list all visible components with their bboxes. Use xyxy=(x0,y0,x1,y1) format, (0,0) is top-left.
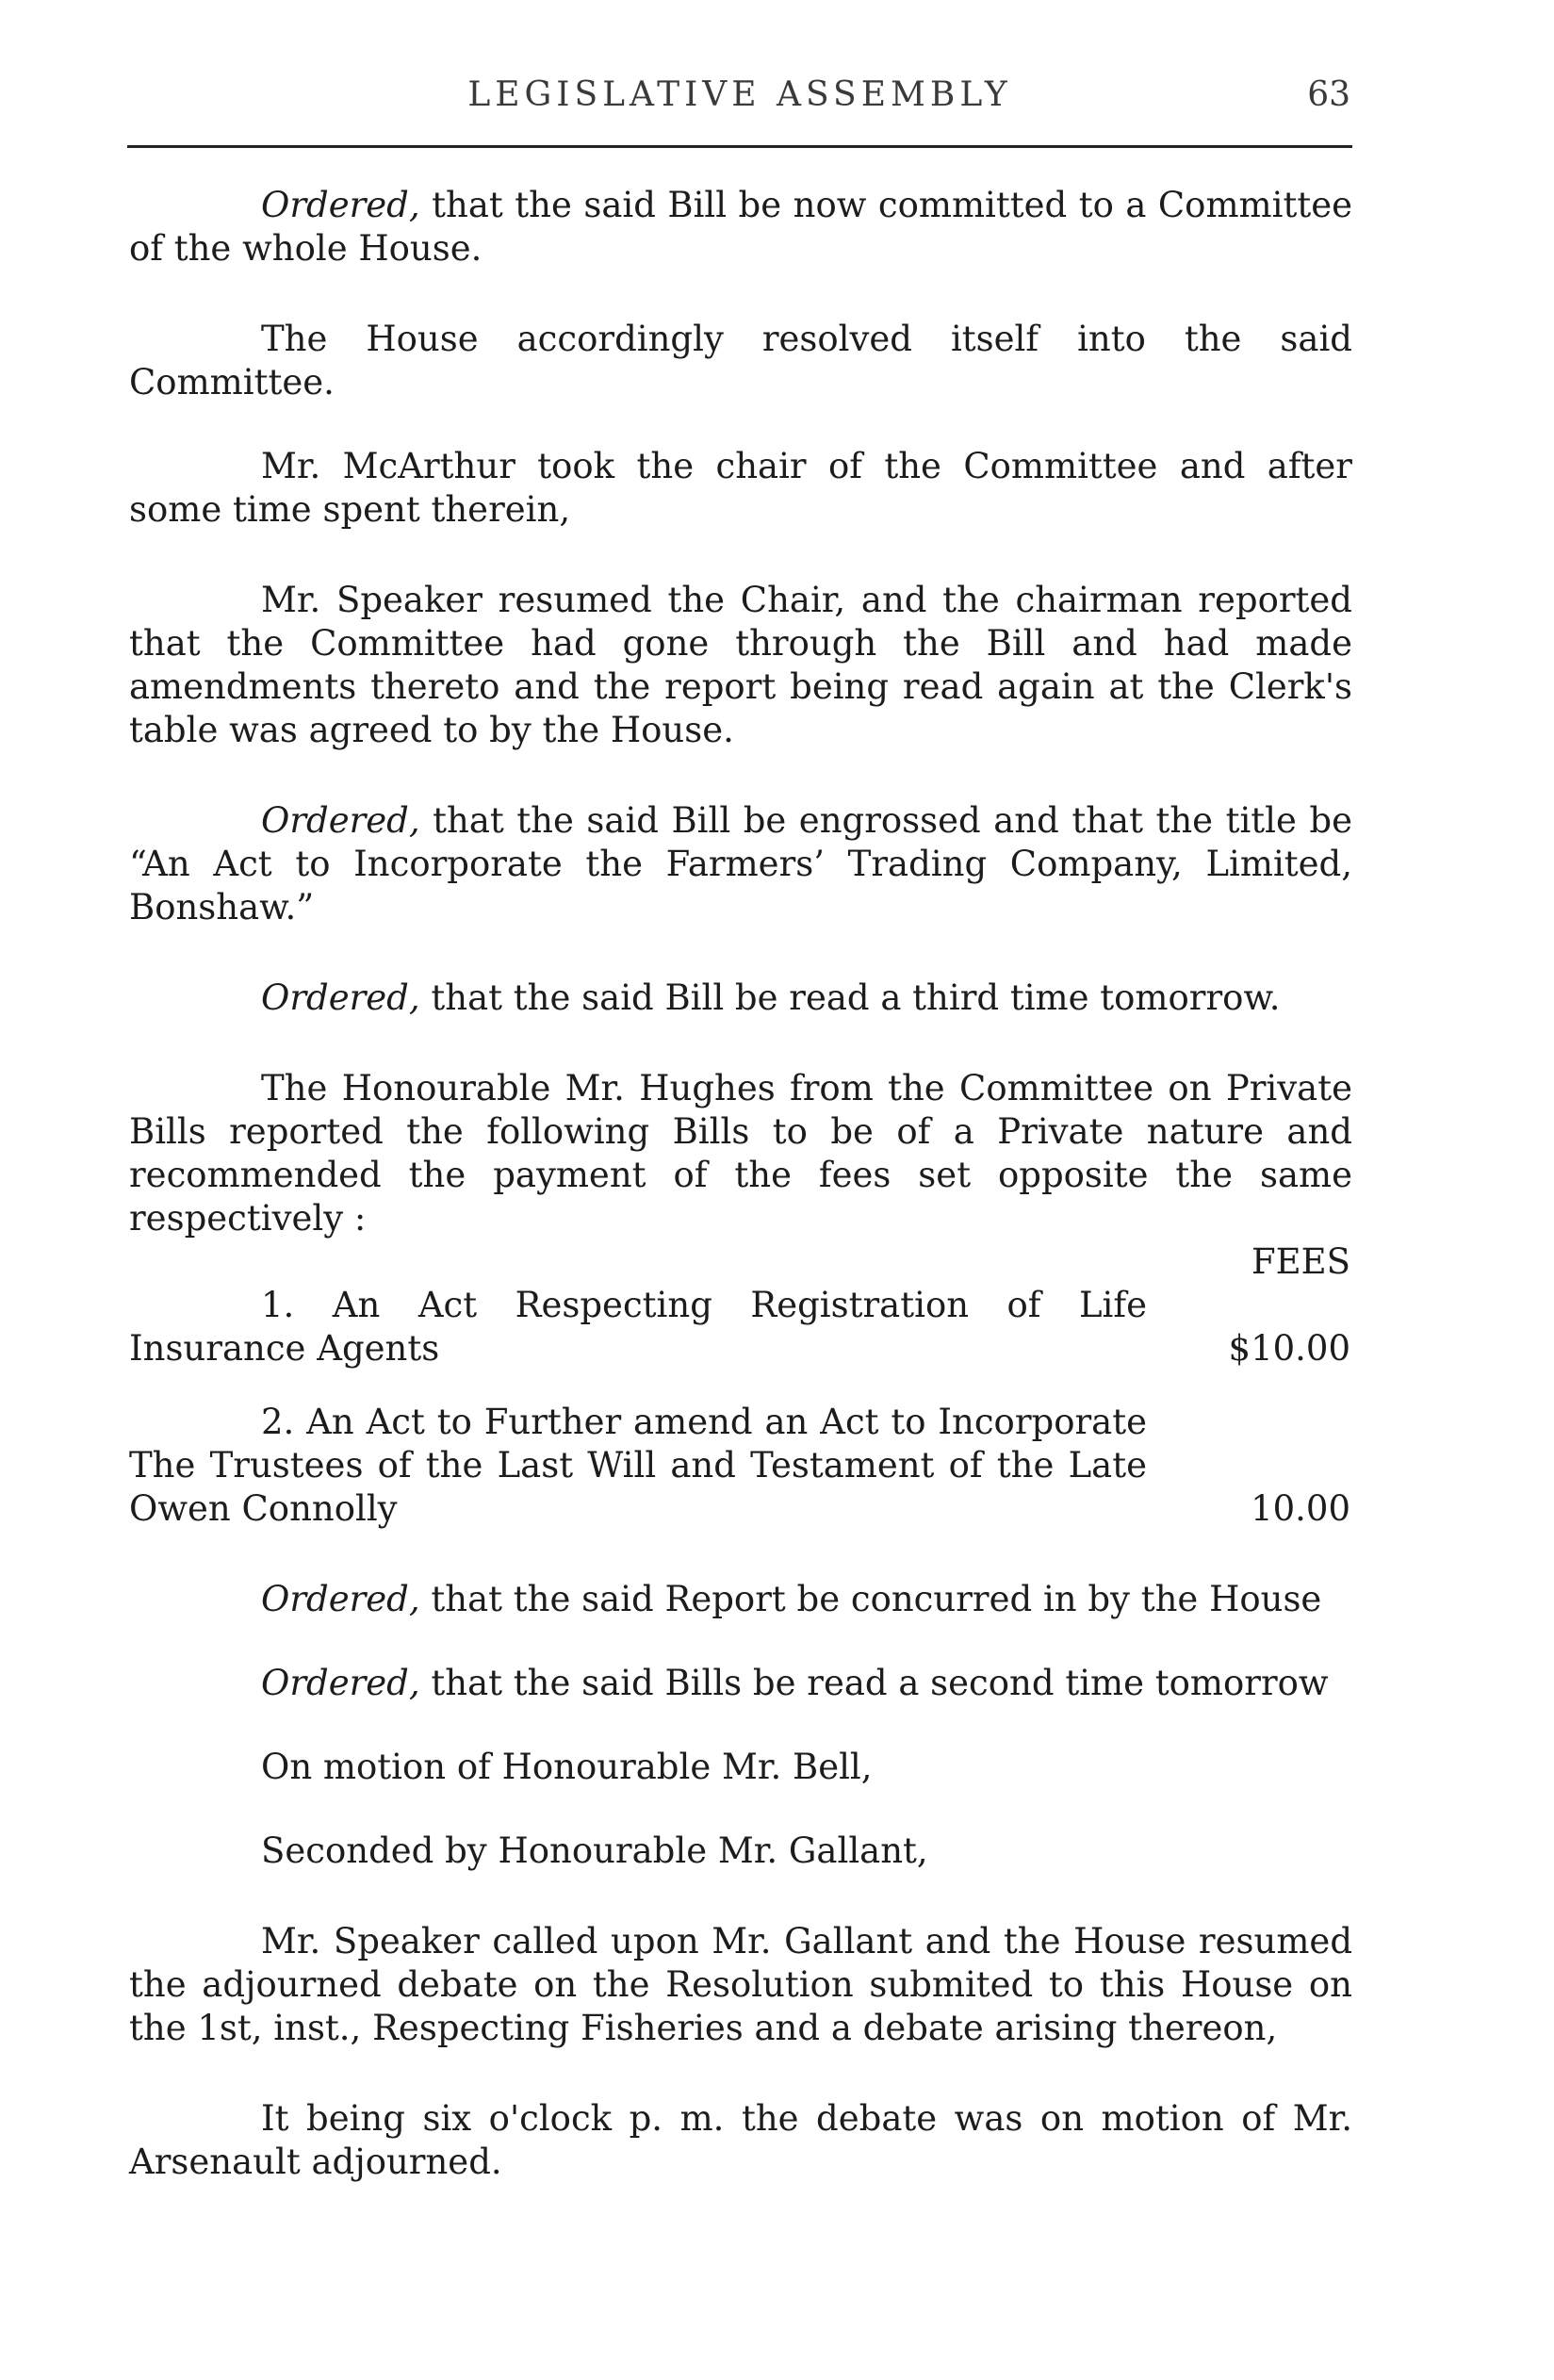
bill-fee: $10.00 xyxy=(1228,1328,1350,1369)
paragraph-hughes-report: The Honourable Mr. Hughes from the Committee on Private Bills reported the following Bills to be of a Private nature and recommended the payment of the fees set opposite the same respectively : xyxy=(129,1068,1352,1239)
paragraph-seconded-gallant: Seconded by Honourable Mr. Gallant, xyxy=(261,1830,928,1871)
paragraph-text: that the said Report be concurred in by the House xyxy=(419,1579,1322,1619)
paragraph-adjourned: It being six o'clock p. m. the debate was on motion of Mr. Arsenault adjourned. xyxy=(129,2098,1352,2182)
ordered-label: Ordered, xyxy=(261,800,420,841)
paragraph-text: that the said Bill be read a third time tomorrow. xyxy=(419,977,1281,1018)
paragraph-text: that the said Bill be now committed to a Committee of the whole House. xyxy=(129,185,1352,269)
paragraph-ordered-engrossed xyxy=(129,799,1352,929)
paragraph-ordered-committed xyxy=(129,184,1352,271)
bill-fee: 10.00 xyxy=(1251,1488,1350,1529)
paragraph-motion-bell: On motion of Honourable Mr. Bell, xyxy=(261,1747,873,1787)
page-header xyxy=(127,66,1352,141)
bill-title: 2. An Act to Further amend an Act to Incorporate The Trustees of the Last Will and Testament of the Late Owen Connolly xyxy=(129,1402,1147,1529)
paragraph-speaker-resumed: Mr. Speaker resumed the Chair, and the chairman reported that the Committee had gone through the Bill and had made amendments thereto and the report being read again at the Clerk's table was agreed to by the House. xyxy=(129,580,1352,750)
bill-title: 1. An Act Respecting Registration of Life Insurance Agents xyxy=(129,1285,1147,1369)
page-body xyxy=(129,184,1352,2184)
page-number: 63 xyxy=(1307,75,1350,114)
paragraph-house-resolved: The House accordingly resolved itself into the said Committee. xyxy=(129,319,1352,402)
paragraph-debate-fisheries: Mr. Speaker called upon Mr. Gallant and the House resumed the adjourned debate on the Resolution submited to this House on the 1st, inst., Respecting Fisheries and a debate arising thereon, xyxy=(129,1921,1352,2048)
paragraph-text: that the said Bill be engrossed and that the title be “An Act to Incorporate the Farmers’ Trading Company, Limited, Bonshaw.” xyxy=(129,800,1352,927)
paragraph-ordered-third-reading xyxy=(129,977,1352,1020)
paragraph-ordered-report-concurred xyxy=(129,1578,1352,1621)
paragraph-mcarthur-chair: Mr. McArthur took the chair of the Committee and after some time spent therein, xyxy=(129,446,1352,530)
fees-column-header: FEES xyxy=(1251,1241,1350,1282)
header-rule xyxy=(127,145,1352,148)
fees-table-row xyxy=(129,1284,1352,1371)
ordered-label: Ordered, xyxy=(261,185,420,225)
ordered-label: Ordered, xyxy=(261,1663,420,1703)
running-title: LEGISLATIVE ASSEMBLY xyxy=(467,75,1012,114)
paragraph-ordered-second-reading xyxy=(129,1662,1352,1705)
ordered-label: Ordered, xyxy=(261,1579,420,1619)
fees-table-row xyxy=(129,1401,1352,1531)
ordered-label: Ordered, xyxy=(261,977,420,1018)
paragraph-text: that the said Bills be read a second time tomorrow xyxy=(419,1663,1329,1703)
